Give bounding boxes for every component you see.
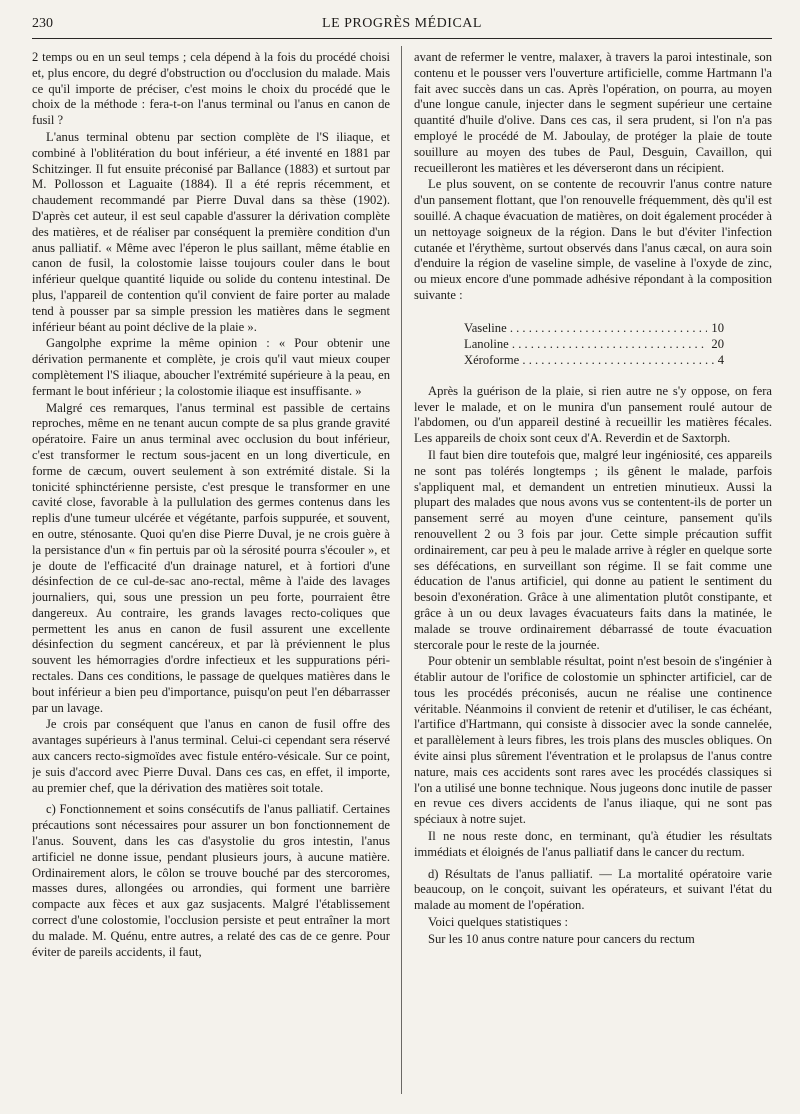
header-rule [32,38,772,39]
paragraph: avant de refermer le ventre, malaxer, à travers la paroi intestinale, son contenu et le pousser vers l'ouverture artificielle, comme Hartmann l'a fait avec succès dans un cas. Après l'opération, on pourra, au moyen d'une longue canule, injecter dans le segment supérieur une certaine quantité d'huile d'olive. Dans ces cas, il sera prudent, si l'on n'a pas employé le procédé de M. Jaboulay, de protéger la plaie de toute souillure au moyen des tubes de Paul, Desguin, Cavaillon, qui recueilleront les matières et les déverseront dans un récipient. [414,50,772,175]
ingredient-amount: 20 [711,336,724,351]
right-column [414,50,772,1104]
page-number: 230 [32,16,53,31]
ingredient-amount: 4 [717,352,724,367]
ingredient-name: Vaseline . . . [464,320,707,336]
paragraph: Je crois par conséquent que l'anus en canon de fusil offre des avantages supérieurs à l'anus terminal. Celui-ci cependant sera réservé aux cancers recto-sigmoïdes avec fistule entéro-vésicale. Sur ce point, je suis d'accord avec Pierre Duval. Dans ces cas, en effet, il importe, au premier chef, que la dérivation des matières soit totale. [32,717,390,795]
formula-row [464,352,724,368]
paragraph: Il faut bien dire toutefois que, malgré leur ingéniosité, ces appareils ne sont pas tolérés longtemps ; ils gênent le malade, parfois s'appliquent mal, et demandent un entretien minutieux. Aussi la plupart des malades que nous avons vus se contentent-ils de porter un pansement serré au moyen d'une ceinture, pansement qu'ils renouvellent 2 ou 3 fois par jour. Cette simple précaution suffit ordinairement, car peu à peu le malade arrive à régler en quelque sorte ses défécations, en surveillant son régime. Il se fait comme une éducation de l'anus artificiel, qui donne au patient le sentiment du besoin d'exonération. Grâce à une alimentation plutôt constipante, et grâce à un ou deux lavages évacuateurs faits dans la matinée, le malade se trouve ordinairement débarrassé de toute évacuation stercorale pour le reste de la journée. [414,447,772,652]
ingredient-name: Xéroforme . . . [464,352,714,368]
column-divider [401,46,402,1094]
paragraph: Gangolphe exprime la même opinion : « Pour obtenir une dérivation permanente et complète, je crois qu'il vaut mieux couper complètement l'S iliaque, aboucher l'extrémité supérieure à la peau, en fermant le bout inférieur ; la colostomie iliaque est insuffisante. » [32,336,390,398]
paragraph: Sur les 10 anus contre nature pour cancers du rectum [428,931,695,946]
paragraph: Voici quelques statistiques : [428,915,569,930]
paragraph: Le plus souvent, on se contente de recouvrir l'anus contre nature d'un pansement flottant, que l'on renouvelle fréquemment, dès qu'il est souillé. A chaque évacuation de matières, on doit également procéder à un nettoyage soigneux de la région. Dans le but d'éviter l'infection cutanée et l'érythème, surtout observés dans l'anus cæcal, on aura soin d'enduire la région de vaseline simple, de vaseline à l'oxyde de zinc, ou mieux encore d'une pommade adhésive répondant à la composition suivante : [414,177,772,302]
formula-row [464,320,724,336]
paragraph: 2 temps ou en un seul temps ; cela dépend à la fois du procédé choisi et, plus encore, du degré d'obstruction ou d'occlusion du malade. Mais ce qu'il importe de préciser, c'est moins le choix du procédé que le choix de la méthode : fera-t-on l'anus terminal ou l'anus en canon de fusil ? [32,50,390,128]
paragraph: L'anus terminal obtenu par section complète de l'S iliaque, et combiné à l'oblitération du bout inférieur, a été inventé en 1881 par Schitzinger. Il fut ensuite préconisé par Ballance (1883) et surtout par M. Pollosson et Laguaite (1884). Il a été repris récemment, et chaudement recommandé par Pierre Duval dans sa thèse (1902). D'après cet auteur, il est seul capable d'assurer la dérivation complète des matières, et de réaliser par conséquent la première condition d'un anus palliatif. « Même avec l'éperon le plus saillant, même établie en canon de fusil, la colostomie laisse toujours couler dans le bout inférieur quelque quantité liquide ou solide du contenu intestinal. De plus, l'appareil de contention qu'il convient de faire porter au malade tend à pousser par sa simple pression les matières dans le segment inférieur béant au point déclive de la plaie ». [32,129,390,334]
paragraph: Après la guérison de la plaie, si rien autre ne s'y oppose, on fera lever le malade, et on le munira d'un pansement roulé autour de l'abdomen, ou d'un appareil destiné à recueillir les matières fécales. Les appareils de choix sont ceux d'A. Reverdin et de Saxtorph. [414,383,772,446]
paragraph: Malgré ces remarques, l'anus terminal est passible de certains reproches, même en ne tenant aucun compte de sa plus grande gravité opératoire. Faire un anus terminal avec occlusion du bout inférieur, c'est transformer le rectum sous-jacent en un long diverticule, en forme de cæcum, ouvert seulement à son extrémité distale. Si la tonicité sphinctérienne persiste, c'est presque le transformer en une cavité close, favorable à la pullulation des germes contenus dans les replis d'une tumeur ulcérée et végétante, parfois suppurée, et souvent, en outre, sténosante. Quoi qu'en dise Pierre Duval, je ne crois guère à la persistance d'un « fin pertuis par où la sérosité pourra s'écouler », et je doute de l'efficacité d'un drainage naturel, et à fortiori d'une désinfection de ce cul-de-sac ano-rectal, même à l'aide des lavages journaliers, qui, sous une pression un peu forte, pourraient être dangereux. Au contraire, les grands lavages recto-coliques que permettent les anus en canon de fusil assurent une excellente désinfection du segment cancéreux, et par là préviennent le plus souvent les hémorragies d'ordre infectieux et les suppurations péri-rectales. Dans ces conditions, le passage de quelques matières dans le bout inférieur a bien peu d'importance, puisqu'on peut l'en débarrasser par un lavage. [32,400,390,715]
left-column [32,50,390,1104]
journal-title: LE PROGRÈS MÉDICAL [322,16,482,31]
paragraph: d) Résultats de l'anus palliatif. — La mortalité opératoire varie beaucoup, on le conçoit, suivant les opérateurs, et suivant l'état du malade au moment de l'opération. [414,866,772,913]
ingredient-name: Lanoline . . . [464,336,707,352]
ingredient-amount: 10 [711,320,724,335]
paragraph: c) Fonctionnement et soins consécutifs de l'anus palliatif. Certaines précautions sont nécessaires pour assurer un bon fonctionnement de l'anus. Souvent, dans les cas d'asystolie du gros intestin, l'anus artificiel ne donne issue, pendant plusieurs jours, à aucune matière. Ordinairement alors, le côlon se trouve bouché par des stercoromes, masses dures, allongées ou arrondies, qui forment une barrière compacte aux fèces et aux gaz susjacents. Malgré l'établissement correct d'une colostomie, l'occlusion persiste et peut entraîner la mort du malade. M. Quénu, entre autres, a relaté des cas de ce genre. Pour éviter de pareils accidents, il faut, [32,802,390,959]
page-header [32,16,772,38]
paragraph: Pour obtenir un semblable résultat, point n'est besoin de s'ingénier à établir autour de l'orifice de colostomie un sphincter artificiel, car de tous les procédés préconisés, aucun ne réalise une continence véritable. Néanmoins il convient de retenir et d'utiliser, le cas échéant, l'artifice d'Hartmann, qui consiste à dissocier avec la sonde cannelée, et parallèlement à leurs fibres, les trois plans des muscles obliques. On évite ainsi plus sûrement l'éventration et le prolapsus de l'anus contre nature, mais ces accidents sont rares avec les procédés classiques si l'on a utilisé une bonne technique. Nous jugeons donc inutile de passer en revue ces divers accidents de l'anus iliaque, qui ne sont pas spéciaux à notre sujet. [414,654,772,827]
formula-row [464,336,724,352]
ointment-formula [464,320,724,368]
paragraph: Il ne nous reste donc, en terminant, qu'à étudier les résultats immédiats et éloignés de l'anus palliatif dans le cancer du rectum. [414,829,772,859]
